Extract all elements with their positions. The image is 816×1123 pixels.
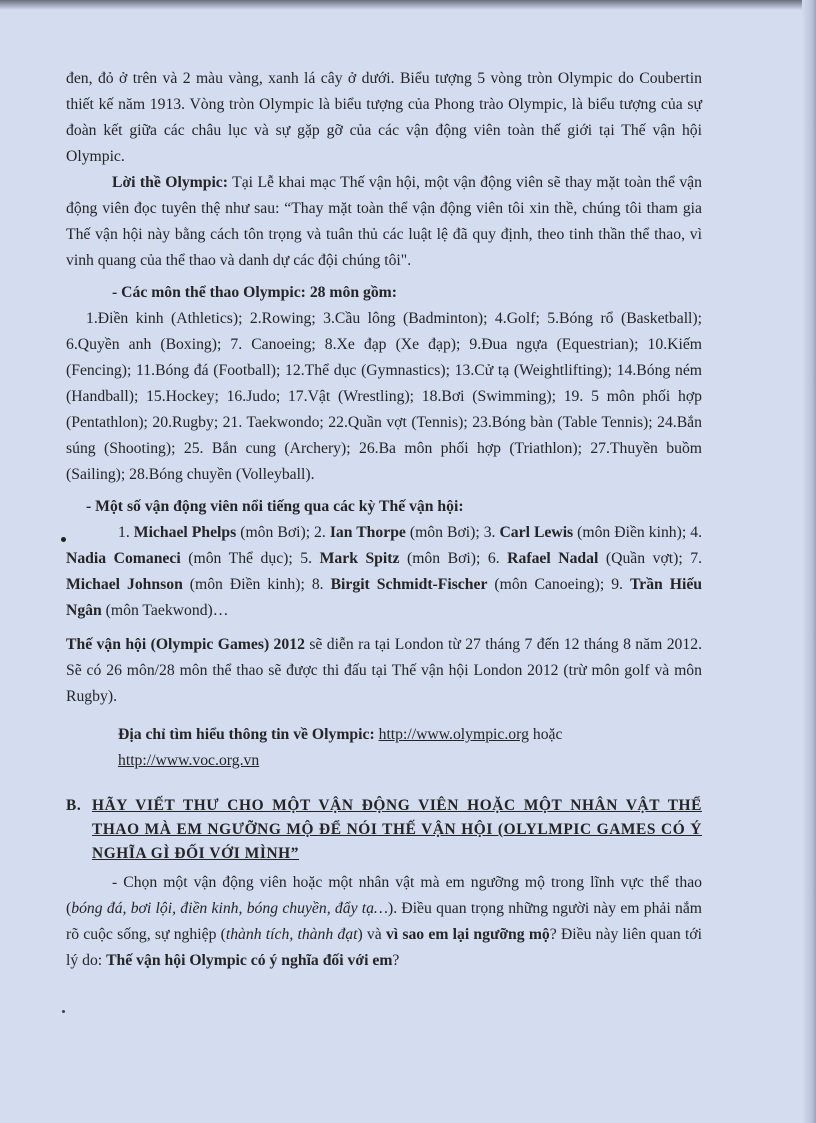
sports-heading: - Các môn thể thao Olympic: 28 môn gồm:	[112, 284, 397, 301]
athlete-name: Ian Thorpe	[329, 524, 406, 541]
athlete-item	[484, 524, 691, 541]
instr-achievements: thành tích, thành đạt	[225, 926, 358, 943]
athlete-sport: (môn Bơi);	[405, 524, 484, 541]
athlete-number: 7.	[690, 550, 703, 567]
instr-text: ) và	[357, 926, 386, 943]
document-page	[66, 66, 702, 974]
address-separator: hoặc	[532, 726, 563, 743]
athlete-item	[488, 550, 690, 567]
athlete-sport: (môn Canoeing);	[487, 576, 612, 593]
athlete-number: 3.	[483, 524, 500, 541]
athletes-list	[66, 520, 702, 624]
athlete-item	[314, 524, 484, 541]
athlete-name: Michael Johnson	[66, 576, 183, 593]
instr-text: ?	[392, 952, 400, 969]
section-b-title: HÃY VIẾT THƯ CHO MỘT VẬN ĐỘNG VIÊN HOẶC MỘT NHÂN VẬT THỂ THAO MÀ EM NGƯỠNG MỘ ĐỂ NÓI THẾ VẬN HỘI (OLYLMPIC GAMES CÓ Ý NGHĨA GÌ ĐỐI VỚI MÌNH”	[92, 797, 702, 862]
athlete-number: 4.	[690, 524, 702, 541]
section-b-heading	[66, 794, 702, 866]
address-label: Địa chỉ tìm hiểu thông tin về Olympic:	[118, 726, 375, 743]
instr-why-admire: vì sao em lại ngưỡng mộ	[385, 926, 550, 943]
instr-text: ). Điều quan trọng những người này em phải nắm rõ cuộc sống, sự nghiệp (	[66, 900, 702, 943]
info-address	[66, 722, 702, 774]
athlete-number: 6.	[487, 550, 508, 567]
games-title: Thế vận hội (Olympic Games) 2012	[66, 636, 305, 653]
athlete-sport: (môn Bơi);	[236, 524, 315, 541]
instr-text: ? Điều này liên quan tới lý do:	[66, 926, 702, 969]
athlete-item	[312, 576, 611, 593]
olympic-rings-paragraph: đen, đỏ ở trên và 2 màu vàng, xanh lá cây ở dưới. Biểu tượng 5 vòng tròn Olympic do Coubertin thiết kế năm 1913. Vòng tròn Olympic là biểu tượng của Phong trào Olympic, là biểu tượng của sự đoàn kết giữa các châu lục và sự gặp gỡ của các vận động viên toàn thế giới tại Thế vận hội Olympic.	[66, 70, 702, 165]
oath-label: Lời thề Olympic:	[112, 174, 228, 191]
section-b-label: B.	[66, 797, 82, 814]
scan-top-edge	[0, 0, 816, 10]
games-text: sẽ diễn ra tại London từ 27 tháng 7 đến 12 tháng 8 năm 2012. Sẽ có 26 môn/28 môn thể thao sẽ được thi đấu tại Thế vận hội London 2012 (trừ môn golf và môn Rugby).	[66, 636, 702, 705]
athlete-name: Trần Hiếu Ngân	[66, 576, 703, 619]
athlete-number: 1.	[118, 524, 134, 541]
voc-link[interactable]: http://www.voc.org.vn	[118, 752, 260, 769]
athlete-sport: (môn Điền kinh);	[182, 576, 312, 593]
athletes-heading: - Một số vận động viên nổi tiếng qua các kỳ Thế vận hội:	[86, 498, 464, 515]
athlete-number: 5.	[300, 550, 320, 567]
athlete-name: Mark Spitz	[319, 550, 400, 567]
instructions-paragraph	[66, 870, 702, 974]
athlete-item	[118, 524, 314, 541]
athlete-name: Rafael Nadal	[507, 550, 599, 567]
scan-right-edge	[802, 0, 816, 1123]
oath-text: Tại Lễ khai mạc Thế vận hội, một vận động viên sẽ thay mặt toàn thể vận động viên đọc tuyên thệ như sau: “Thay mặt toàn thể vận động viên tôi xin thề, chúng tôi tham gia Thế vận hội này bằng cách tôn trọng và tuân thủ các luật lệ đã quy định, theo tinh thần thể thao, vì vinh quang của thể thao và danh dự các đội chúng tôi".	[66, 174, 702, 269]
athlete-number: 2.	[314, 524, 330, 541]
athlete-sport: (môn Điền kinh);	[573, 524, 691, 541]
instr-text: - Chọn một vận động viên hoặc một nhân vật mà em ngưỡng mộ trong lĩnh vực thể thao (	[66, 874, 702, 917]
athlete-name: Carl Lewis	[499, 524, 574, 541]
athlete-number: 9.	[611, 576, 630, 593]
athlete-sport: (Quần vợt);	[598, 550, 691, 567]
athlete-name: Birgit Schmidt-Fischer	[330, 576, 488, 593]
athlete-item	[300, 550, 488, 567]
scan-speck	[62, 1010, 65, 1013]
athlete-sport: (môn Taekwond)…	[101, 602, 229, 619]
instr-meaning-question: Thế vận hội Olympic có ý nghĩa đối với em	[106, 952, 393, 969]
oath-paragraph	[66, 170, 702, 274]
athlete-number: 8.	[311, 576, 331, 593]
london-2012-paragraph	[66, 632, 702, 710]
sports-list: 1.Điền kinh (Athletics); 2.Rowing; 3.Cầu lông (Badminton); 4.Golf; 5.Bóng rổ (Basketball); 6.Quyền anh (Boxing); 7. Canoeing; 8.Xe đạp (Xe đạp); 9.Đua ngựa (Equestrian); 10.Kiếm (Fencing); 11.Bóng đá (Football); 12.Thể dục (Gymnastics); 13.Cử tạ (Weightlifting); 14.Bóng ném (Handball); 15.Hockey; 16.Judo; 17.Vật (Wrestling); 18.Bơi (Swimming); 19. 5 môn phối hợp (Pentathlon); 20.Rugby; 21. Taekwondo; 22.Quần vợt (Tennis); 23.Bóng bàn (Table Tennis); 24.Bắn súng (Shooting); 25. Bắn cung (Archery); 26.Ba môn phối hợp (Triathlon); 27.Thuyền buồm (Sailing); 28.Bóng chuyền (Volleyball).	[66, 310, 702, 483]
athlete-name: Nadia Comaneci	[66, 550, 181, 567]
athlete-sport: (môn Bơi);	[399, 550, 488, 567]
instr-sports-examples: bóng đá, bơi lội, điền kinh, bóng chuyền, đẩy tạ…	[71, 900, 388, 917]
athlete-name: Michael Phelps	[133, 524, 237, 541]
athlete-sport: (môn Thể dục);	[180, 550, 301, 567]
olympic-org-link[interactable]: http://www.olympic.org	[378, 726, 529, 743]
